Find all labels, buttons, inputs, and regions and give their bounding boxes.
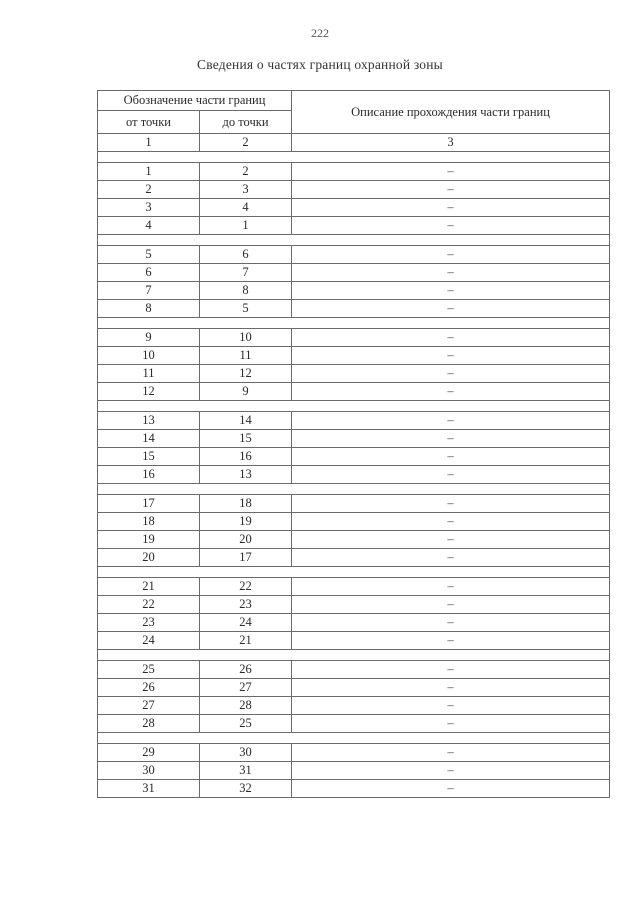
group-separator-row: [98, 650, 610, 661]
from-point-cell: 29: [98, 744, 200, 762]
to-point-cell: 32: [200, 780, 292, 798]
from-point-cell: 27: [98, 697, 200, 715]
to-point-cell: 25: [200, 715, 292, 733]
to-point-cell: 6: [200, 246, 292, 264]
description-cell: –: [292, 412, 610, 430]
table-row: [98, 762, 610, 780]
to-point-cell: 13: [200, 466, 292, 484]
description-cell: –: [292, 744, 610, 762]
page-number: 222: [311, 26, 329, 40]
description-cell: –: [292, 163, 610, 181]
group-separator-row: [98, 401, 610, 412]
description-cell: –: [292, 199, 610, 217]
table-row: [98, 300, 610, 318]
to-point-cell: 18: [200, 495, 292, 513]
to-point-cell: 22: [200, 578, 292, 596]
table-row: [98, 246, 610, 264]
table-row: [98, 596, 610, 614]
from-point-cell: 12: [98, 383, 200, 401]
from-point-cell: 26: [98, 679, 200, 697]
header-boundary-designation: Обозначение части границ: [98, 91, 292, 111]
header-to-point: до точки: [200, 111, 292, 134]
description-cell: –: [292, 661, 610, 679]
table-row: [98, 199, 610, 217]
table-row: [98, 329, 610, 347]
from-point-cell: 25: [98, 661, 200, 679]
separator-cell: [98, 401, 610, 412]
description-cell: –: [292, 430, 610, 448]
from-point-cell: 3: [98, 199, 200, 217]
from-point-cell: 1: [98, 163, 200, 181]
to-point-cell: 2: [200, 163, 292, 181]
to-point-cell: 21: [200, 632, 292, 650]
to-point-cell: 12: [200, 365, 292, 383]
to-point-cell: 1: [200, 217, 292, 235]
to-point-cell: 31: [200, 762, 292, 780]
table-row: [98, 163, 610, 181]
to-point-cell: 30: [200, 744, 292, 762]
to-point-cell: 20: [200, 531, 292, 549]
from-point-cell: 19: [98, 531, 200, 549]
description-cell: –: [292, 715, 610, 733]
to-point-cell: 17: [200, 549, 292, 567]
table-row: [98, 614, 610, 632]
to-point-cell: 23: [200, 596, 292, 614]
from-point-cell: 10: [98, 347, 200, 365]
description-cell: –: [292, 596, 610, 614]
to-point-cell: 19: [200, 513, 292, 531]
table-row: [98, 715, 610, 733]
from-point-cell: 2: [98, 181, 200, 199]
to-point-cell: 14: [200, 412, 292, 430]
from-point-cell: 6: [98, 264, 200, 282]
description-cell: –: [292, 679, 610, 697]
to-point-cell: 4: [200, 199, 292, 217]
description-cell: –: [292, 329, 610, 347]
from-point-cell: 23: [98, 614, 200, 632]
separator-cell: [98, 318, 610, 329]
separator-cell: [98, 484, 610, 495]
description-cell: –: [292, 614, 610, 632]
table-row: [98, 282, 610, 300]
from-point-cell: 8: [98, 300, 200, 318]
table-row: [98, 531, 610, 549]
description-cell: –: [292, 217, 610, 235]
from-point-cell: 22: [98, 596, 200, 614]
table-row: [98, 383, 610, 401]
description-cell: –: [292, 780, 610, 798]
from-point-cell: 15: [98, 448, 200, 466]
to-point-cell: 5: [200, 300, 292, 318]
table-row: [98, 513, 610, 531]
table-row: [98, 430, 610, 448]
from-point-cell: 24: [98, 632, 200, 650]
from-point-cell: 20: [98, 549, 200, 567]
from-point-cell: 11: [98, 365, 200, 383]
table-row: [98, 661, 610, 679]
table-row: [98, 264, 610, 282]
group-separator-row: [98, 235, 610, 246]
from-point-cell: 17: [98, 495, 200, 513]
from-point-cell: 31: [98, 780, 200, 798]
table-row: [98, 466, 610, 484]
to-point-cell: 9: [200, 383, 292, 401]
table-body: [98, 152, 610, 798]
description-cell: –: [292, 246, 610, 264]
to-point-cell: 24: [200, 614, 292, 632]
to-point-cell: 7: [200, 264, 292, 282]
description-cell: –: [292, 300, 610, 318]
description-cell: –: [292, 762, 610, 780]
description-cell: –: [292, 347, 610, 365]
description-cell: –: [292, 578, 610, 596]
to-point-cell: 16: [200, 448, 292, 466]
group-separator-row: [98, 484, 610, 495]
to-point-cell: 28: [200, 697, 292, 715]
table-row: [98, 697, 610, 715]
group-separator-row: [98, 733, 610, 744]
to-point-cell: 26: [200, 661, 292, 679]
separator-cell: [98, 733, 610, 744]
to-point-cell: 11: [200, 347, 292, 365]
description-cell: –: [292, 383, 610, 401]
table-row: [98, 495, 610, 513]
from-point-cell: 4: [98, 217, 200, 235]
table-row: [98, 549, 610, 567]
from-point-cell: 28: [98, 715, 200, 733]
to-point-cell: 15: [200, 430, 292, 448]
column-number-1: 1: [98, 134, 200, 152]
from-point-cell: 18: [98, 513, 200, 531]
table-row: [98, 412, 610, 430]
description-cell: –: [292, 365, 610, 383]
from-point-cell: 13: [98, 412, 200, 430]
from-point-cell: 5: [98, 246, 200, 264]
table-row: [98, 448, 610, 466]
table-row: [98, 679, 610, 697]
description-cell: –: [292, 282, 610, 300]
to-point-cell: 3: [200, 181, 292, 199]
from-point-cell: 14: [98, 430, 200, 448]
description-cell: –: [292, 632, 610, 650]
table-row: [98, 744, 610, 762]
table-row: [98, 181, 610, 199]
description-cell: –: [292, 495, 610, 513]
column-number-2: 2: [200, 134, 292, 152]
description-cell: –: [292, 549, 610, 567]
to-point-cell: 10: [200, 329, 292, 347]
description-cell: –: [292, 513, 610, 531]
from-point-cell: 9: [98, 329, 200, 347]
to-point-cell: 8: [200, 282, 292, 300]
from-point-cell: 16: [98, 466, 200, 484]
header-description: Описание прохождения части границ: [292, 91, 610, 134]
group-separator-row: [98, 567, 610, 578]
table-row: [98, 780, 610, 798]
separator-cell: [98, 567, 610, 578]
separator-cell: [98, 152, 610, 163]
from-point-cell: 30: [98, 762, 200, 780]
description-cell: –: [292, 181, 610, 199]
boundary-parts-table: [97, 90, 610, 798]
header-from-point: от точки: [98, 111, 200, 134]
table-row: [98, 365, 610, 383]
description-cell: –: [292, 264, 610, 282]
description-cell: –: [292, 466, 610, 484]
table-row: [98, 217, 610, 235]
group-separator-row: [98, 152, 610, 163]
from-point-cell: 7: [98, 282, 200, 300]
group-separator-row: [98, 318, 610, 329]
from-point-cell: 21: [98, 578, 200, 596]
to-point-cell: 27: [200, 679, 292, 697]
page-title: Сведения о частях границ охранной зоны: [197, 57, 443, 72]
separator-cell: [98, 650, 610, 661]
column-number-3: 3: [292, 134, 610, 152]
description-cell: –: [292, 448, 610, 466]
table-row: [98, 347, 610, 365]
separator-cell: [98, 235, 610, 246]
table-row: [98, 632, 610, 650]
table-row: [98, 578, 610, 596]
description-cell: –: [292, 697, 610, 715]
description-cell: –: [292, 531, 610, 549]
